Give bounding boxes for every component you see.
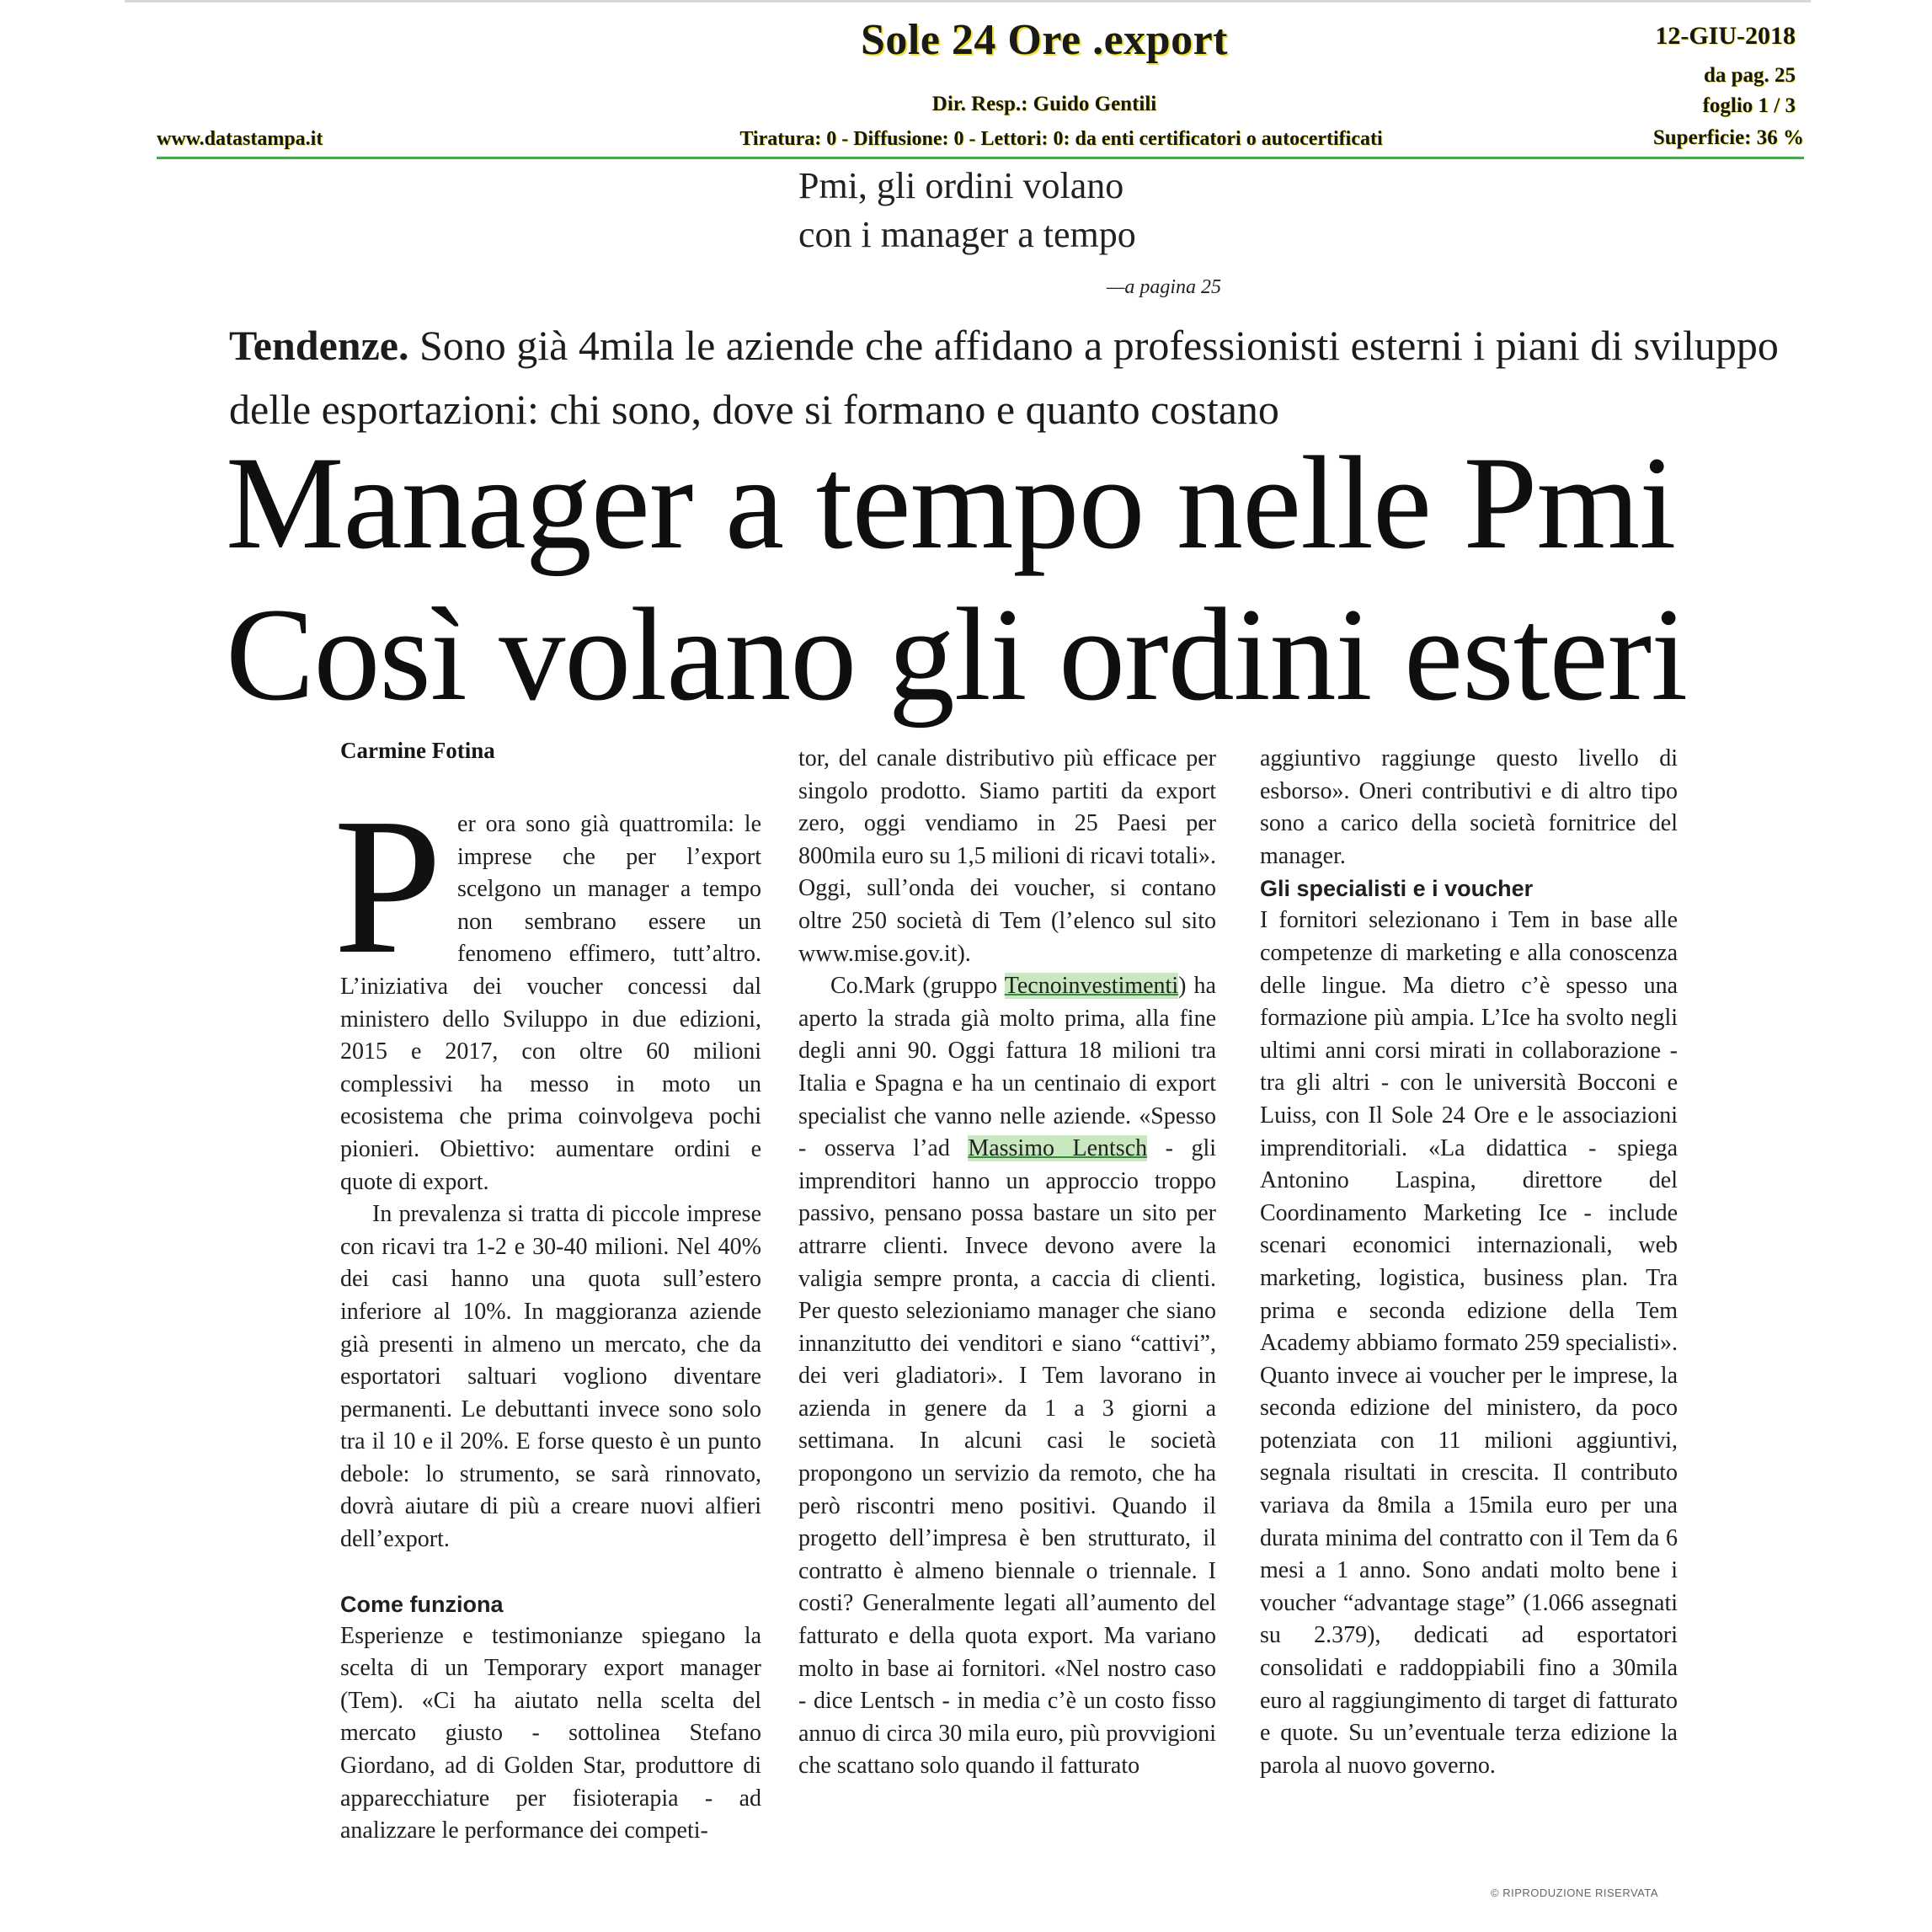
article-byline: Carmine Fotina bbox=[340, 738, 495, 763]
header-divider bbox=[157, 157, 1804, 159]
column-1-paragraph-1 bbox=[334, 778, 761, 1198]
clipping-surface: Superficie: 36 % bbox=[1652, 126, 1804, 149]
masthead-title: Sole 24 Ore .export bbox=[860, 16, 1228, 64]
teaser-line-1: Pmi, gli ordini volano bbox=[798, 165, 1124, 206]
column-2-text-b: ) ha aperto la strada già molto prima, alla fine degli anni 90. Oggi fattura 18 milioni tra Italia e Spagna e ha un centinaio di export specialist che vanno nelle aziende. «Spesso - osserva l’ad bbox=[798, 973, 1216, 1162]
headline-line-2: Così volano gli ordini esteri bbox=[226, 581, 1688, 729]
highlight-tecnoinvestimenti: Tecnoinvestimenti bbox=[1004, 973, 1179, 1000]
subheading-come-funziona: Come funziona bbox=[340, 1591, 504, 1617]
article-kicker bbox=[229, 313, 1812, 441]
front-page-teaser bbox=[798, 162, 1236, 259]
clipping-page-ref: da pag. 25 bbox=[1703, 64, 1796, 87]
headline-line-1: Manager a tempo nelle Pmi bbox=[226, 430, 1676, 577]
article-headline bbox=[226, 428, 1826, 731]
column-2-paragraph-1: tor, del canale distributivo più efficace per singolo prodotto. Siamo partiti da export zero, oggi vendiamo in 25 Paesi per 800mila euro su 1,5 milioni di ricavi totali». Oggi, sull’onda dei voucher, si contano oltre 250 società di Tem (l’elenco sul sito www.mise.gov.it). bbox=[798, 745, 1216, 967]
kicker-text: Sono già 4mila le aziende che affidano a professionisti esterni i piani di sviluppo delle esportazioni: chi sono, dove si formano e quanto costano bbox=[229, 322, 1779, 433]
article-column-1 bbox=[334, 778, 761, 1848]
teaser-line-2: con i manager a tempo bbox=[798, 214, 1136, 255]
column-3-paragraph-2: I fornitori selezionano i Tem in base alle competenze di marketing e alla conoscenza delle lingue. Ma dietro c’è spesso una formazione più ampia. L’Ice ha svolto negli ultimi anni corsi mirati in collaborazione - tra gli altri - con le università Bocconi e Luiss, con Il Sole 24 Ore e le associazioni imprenditoriali. «La didattica - spiega Antonino Laspina, direttore del Coordinamento Marketing Ice - include scenari economici internazionali, web marketing, logistica, business plan. Tra prima e seconda edizione della Tem Academy abbiamo formato 259 specialisti». Quanto invece ai voucher per le imprese, la seconda edizione del ministero, da poco potenziata con 11 milioni aggiuntivi, segnala risultati in crescita. Il contributo variava da 8mila a 15mila euro per una durata minima del contratto con il Tem da 6 mesi a 1 anno. Sono andati molto bene i voucher “advantage stage” (1.066 assegnati su 2.379), dedicati ad esportatori consolidati e raddoppiabili fino a 30mila euro al raggiungimento di target di fatturato e quote. Su un’eventuale terza edizione la parola al nuovo governo. bbox=[1260, 907, 1678, 1779]
clipping-sheet: foglio 1 / 3 bbox=[1702, 94, 1796, 117]
clipping-date: 12-GIU-2018 bbox=[1655, 22, 1796, 50]
clipping-director: Dir. Resp.: Guido Gentili bbox=[931, 93, 1157, 115]
highlight-massimo-lentsch: Massimo Lentsch bbox=[968, 1135, 1148, 1162]
article-column-2 bbox=[798, 743, 1216, 1783]
column-2-paragraph-2 bbox=[798, 970, 1216, 1783]
teaser-page-reference: —a pagina 25 bbox=[1106, 276, 1221, 298]
subheading-specialisti-voucher: Gli specialisti e i voucher bbox=[1260, 876, 1534, 902]
column-1-paragraph-3: Esperienze e testimonianze spiegano la scelta di un Temporary export manager (Tem). «Ci ha aiutato nella scelta del mercato giusto - sottolinea Stefano Giordano, ad di Golden Star, produttore di apparecchiature per fisioterapia - ad analizzare le performance dei competi- bbox=[340, 1622, 761, 1844]
page-top-border bbox=[125, 0, 1811, 3]
column-2-text-c: - gli imprenditori hanno un approccio troppo passivo, pensano possa bastare un sito per attrarre clienti. Invece devono avere la valigia sempre pronta, a caccia di clienti. Per questo selezioniamo manager che siano innanzitutto dei venditori e siano “cattivi”, dei veri gladiatori». I Tem lavorano in azienda in genere da 1 a 3 giorni a settimana. In alcuni casi le società propongono un servizio da remoto, che ha però riscontri meno positivi. Quando il progetto dell’impresa è ben strutturato, il contratto è almeno biennale o triennale. I costi? Generalmente legati all’aumento del fatturato e della quota export. Ma variano molto in base ai fornitori. «Nel nostro caso - dice Lentsch - in media c’è un costo fisso annuo di circa 30 mila euro, più provvigioni che scattano solo quando il fatturato bbox=[798, 1135, 1216, 1780]
clipping-website: www.datastampa.it bbox=[157, 128, 323, 150]
clipping-stats: Tiratura: 0 - Diffusione: 0 - Lettori: 0: da enti certificatori o autocertificati bbox=[739, 128, 1383, 150]
column-1-paragraph-2: In prevalenza si tratta di piccole imprese con ricavi tra 1-2 e 30-40 milioni. Nel 40% dei casi hanno una quota sull’estero inferiore al 10%. In maggioranza aziende già presenti in almeno un mercato, che da esportatori saltuari vogliono diventare permanenti. Le debuttanti invece sono solo tra il 10 e il 20%. E forse questo è un punto debole: lo strumento, se sarà rinnovato, dovrà aiutare di più a creare nuovi alfieri dell’export. bbox=[340, 1201, 761, 1553]
column-3-paragraph-1: aggiuntivo raggiunge questo livello di esborso». Oneri contributivi e di altro tipo sono a carico della società fornitrice del manager. bbox=[1260, 745, 1678, 869]
article-column-3 bbox=[1260, 743, 1678, 1782]
kicker-label: Tendenze. bbox=[229, 322, 409, 369]
column-2-text-a: Co.Mark (gruppo bbox=[830, 973, 1005, 1000]
drop-cap: P bbox=[334, 778, 443, 995]
copyright-notice: © RIPRODUZIONE RISERVATA bbox=[1491, 1887, 1659, 1899]
column-1-paragraph-1-text: er ora sono già quattromila: le imprese che per l’export scelgono un manager a tempo non sembrano essere un fenomeno effimero, tutt’altro. L’iniziativa dei voucher concessi dal ministero dello Sviluppo in due edizioni, 2015 e 2017, con oltre 60 milioni complessivi ha messo in moto un ecosistema che prima coinvolgeva pochi pionieri. Obiettivo: aumentare ordini e quote di export. bbox=[340, 811, 761, 1195]
